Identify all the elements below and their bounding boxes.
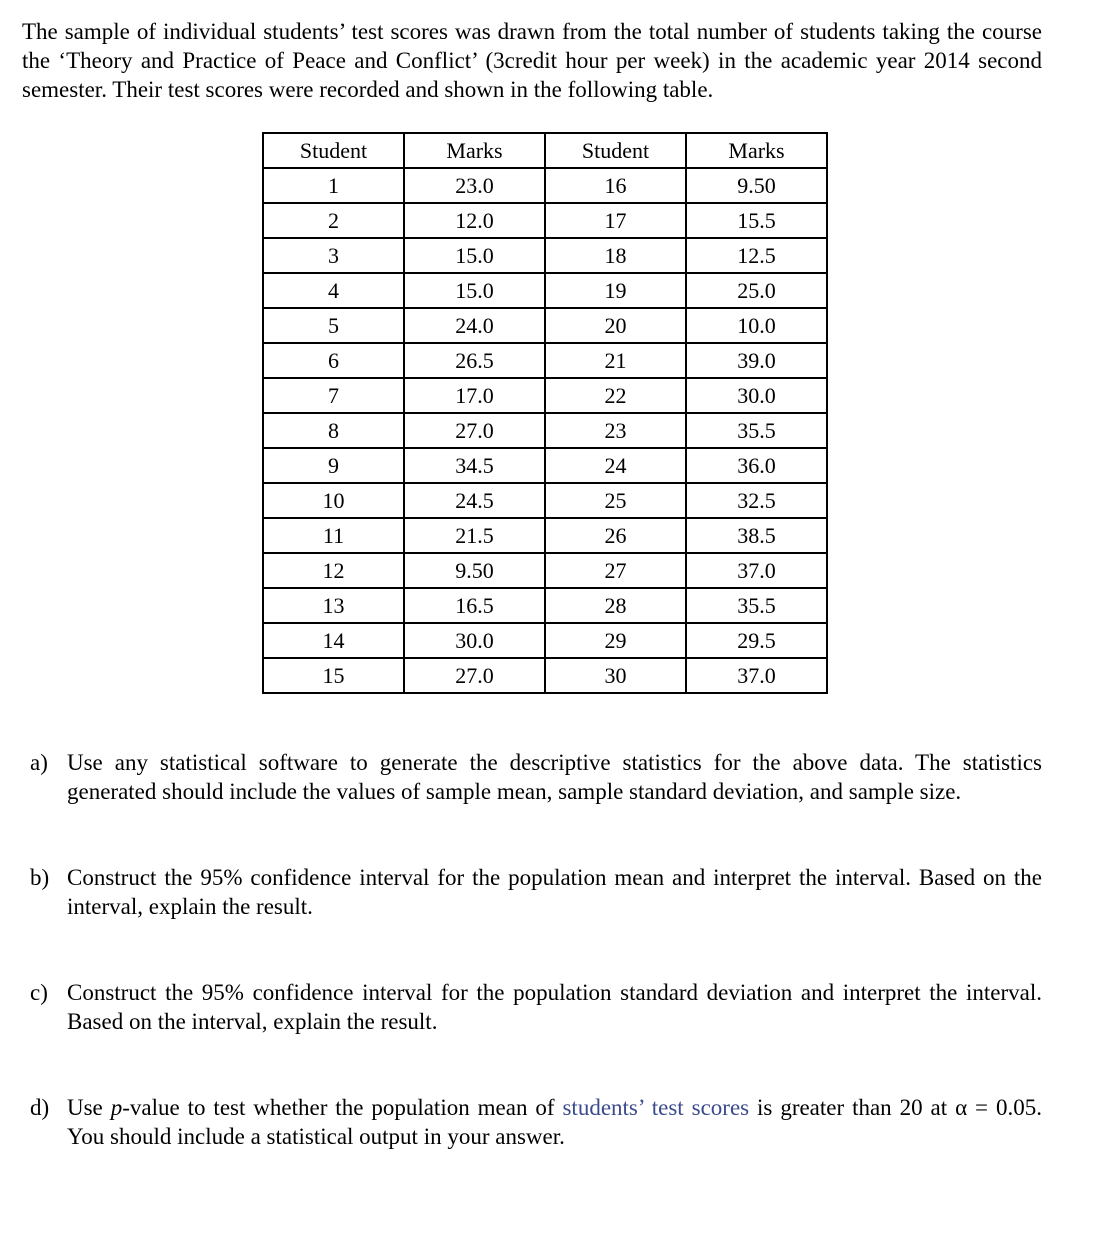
student-cell: 4 (263, 273, 404, 308)
student-cell: 16 (545, 168, 686, 203)
header-marks-2: Marks (686, 133, 827, 168)
student-cell: 26 (545, 518, 686, 553)
marks-cell: 37.0 (686, 658, 827, 693)
table-row (263, 623, 827, 658)
student-cell: 30 (545, 658, 686, 693)
marks-cell: 30.0 (404, 623, 545, 658)
marks-cell: 9.50 (686, 168, 827, 203)
table-row (263, 518, 827, 553)
table-row (263, 658, 827, 693)
student-cell: 28 (545, 588, 686, 623)
student-cell: 5 (263, 308, 404, 343)
question-d-highlight: students’ test scores (562, 1095, 750, 1120)
question-b-label: b) (30, 865, 50, 890)
question-a-label: a) (30, 750, 48, 775)
marks-cell: 25.0 (686, 273, 827, 308)
table-row (263, 168, 827, 203)
question-b-text: Construct the 95% confidence interval for the population mean and interpret the interval. Based on the interval, explain the result. (67, 865, 1042, 919)
marks-cell: 23.0 (404, 168, 545, 203)
table-row (263, 413, 827, 448)
marks-cell: 39.0 (686, 343, 827, 378)
marks-cell: 36.0 (686, 448, 827, 483)
student-cell: 22 (545, 378, 686, 413)
question-d (30, 1093, 1042, 1151)
table-row (263, 203, 827, 238)
marks-cell: 16.5 (404, 588, 545, 623)
marks-cell: 27.0 (404, 413, 545, 448)
student-cell: 18 (545, 238, 686, 273)
marks-cell: 15.5 (686, 203, 827, 238)
marks-cell: 9.50 (404, 553, 545, 588)
student-cell: 14 (263, 623, 404, 658)
marks-cell: 37.0 (686, 553, 827, 588)
question-a (30, 748, 1042, 806)
scores-table (262, 132, 828, 694)
marks-cell: 29.5 (686, 623, 827, 658)
marks-cell: 35.5 (686, 413, 827, 448)
table-row (263, 448, 827, 483)
question-a-text: Use any statistical software to generate the descriptive statistics for the above data. The statistics generated should include the values of sample mean, sample standard deviation, and sample size. (67, 750, 1042, 804)
table-row (263, 588, 827, 623)
student-cell: 12 (263, 553, 404, 588)
marks-cell: 34.5 (404, 448, 545, 483)
student-cell: 6 (263, 343, 404, 378)
student-cell: 13 (263, 588, 404, 623)
student-cell: 11 (263, 518, 404, 553)
marks-cell: 15.0 (404, 273, 545, 308)
marks-cell: 35.5 (686, 588, 827, 623)
student-cell: 15 (263, 658, 404, 693)
header-student-2: Student (545, 133, 686, 168)
table-body (263, 168, 827, 693)
table-row (263, 308, 827, 343)
table-row (263, 553, 827, 588)
marks-cell: 24.0 (404, 308, 545, 343)
marks-cell: 17.0 (404, 378, 545, 413)
student-cell: 25 (545, 483, 686, 518)
question-c-label: c) (30, 980, 48, 1005)
student-cell: 2 (263, 203, 404, 238)
marks-cell: 12.5 (686, 238, 827, 273)
table-row (263, 273, 827, 308)
student-cell: 1 (263, 168, 404, 203)
marks-cell: 27.0 (404, 658, 545, 693)
student-cell: 20 (545, 308, 686, 343)
question-d-text-1: Use (67, 1095, 111, 1120)
table-row (263, 378, 827, 413)
student-cell: 8 (263, 413, 404, 448)
student-cell: 19 (545, 273, 686, 308)
student-cell: 9 (263, 448, 404, 483)
intro-paragraph: The sample of individual students’ test scores was drawn from the total number of students taking the course the ‘Theory and Practice of Peace and Conflict’ (3credit hour per week) in the academic year 2014 second semester. Their test scores were recorded and shown in the following table. (22, 19, 1042, 102)
header-student-1: Student (263, 133, 404, 168)
question-d-text-3: -value to test whether the population mean of (122, 1095, 563, 1120)
marks-cell: 26.5 (404, 343, 545, 378)
table-header-row (263, 133, 827, 168)
marks-cell: 10.0 (686, 308, 827, 343)
table-row (263, 343, 827, 378)
marks-cell: 21.5 (404, 518, 545, 553)
student-cell: 27 (545, 553, 686, 588)
question-c-text: Construct the 95% confidence interval for the population standard deviation and interpret the interval. Based on the interval, explain the result. (67, 980, 1042, 1034)
student-cell: 10 (263, 483, 404, 518)
question-d-p-symbol: p (110, 1095, 123, 1120)
table-row (263, 483, 827, 518)
marks-cell: 32.5 (686, 483, 827, 518)
marks-cell: 24.5 (404, 483, 545, 518)
student-cell: 21 (545, 343, 686, 378)
student-cell: 23 (545, 413, 686, 448)
table-row (263, 238, 827, 273)
student-cell: 7 (263, 378, 404, 413)
marks-cell: 15.0 (404, 238, 545, 273)
student-cell: 3 (263, 238, 404, 273)
marks-cell: 12.0 (404, 203, 545, 238)
marks-cell: 30.0 (686, 378, 827, 413)
student-cell: 24 (545, 448, 686, 483)
student-cell: 17 (545, 203, 686, 238)
marks-cell: 38.5 (686, 518, 827, 553)
student-cell: 29 (545, 623, 686, 658)
question-c (30, 978, 1042, 1036)
header-marks-1: Marks (404, 133, 545, 168)
question-d-label: d) (30, 1095, 50, 1120)
question-b (30, 863, 1042, 921)
question-d-text (67, 1093, 1042, 1151)
question-d-text-5: is greater than 20 at α = 0.05. You should include a statistical output in your answer. (67, 1095, 1042, 1149)
